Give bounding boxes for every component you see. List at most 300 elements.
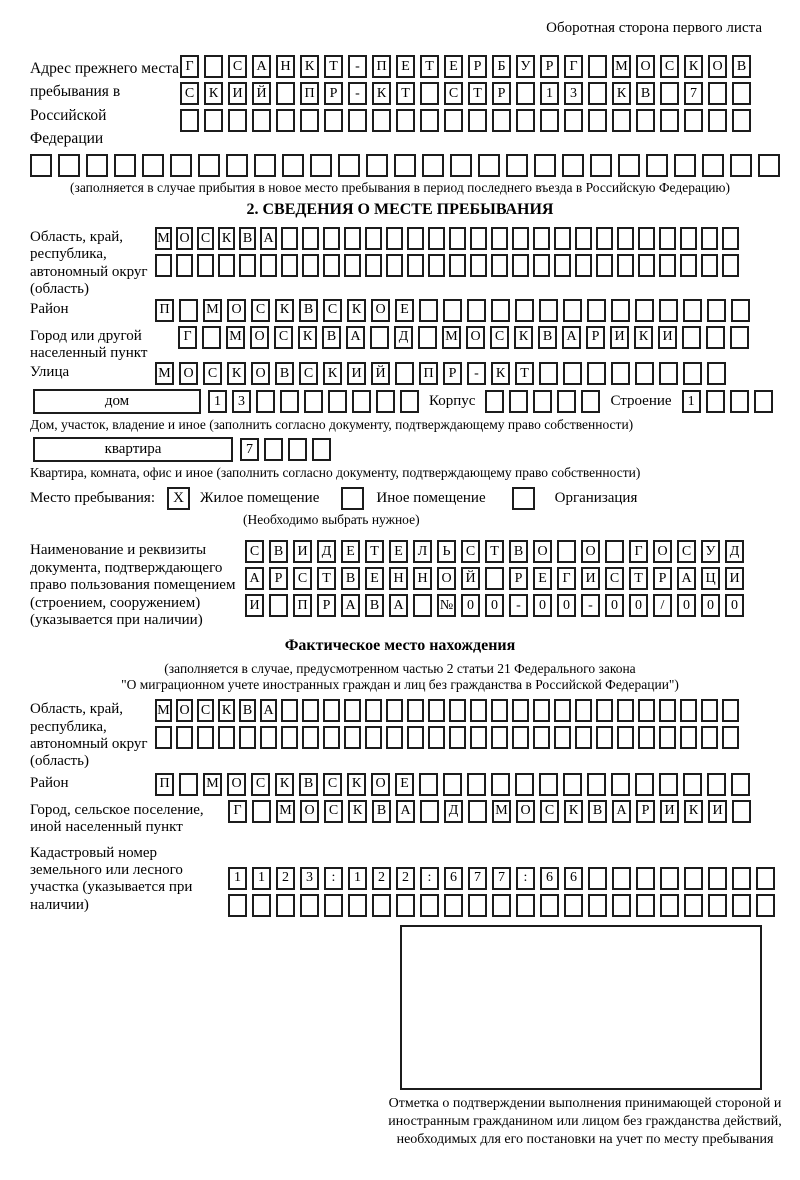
char-cell — [596, 254, 613, 277]
char-cell: В — [372, 800, 391, 823]
district-field — [30, 299, 800, 322]
char-cell — [587, 299, 606, 322]
char-cell: А — [346, 326, 365, 349]
document-row-3 — [245, 594, 744, 617]
char-cell — [372, 894, 391, 917]
char-cell — [659, 699, 676, 722]
char-cell — [86, 154, 108, 177]
char-cell — [428, 699, 445, 722]
char-cell — [396, 109, 415, 132]
char-cell — [449, 726, 466, 749]
char-cell — [638, 699, 655, 722]
char-cell: О — [466, 326, 485, 349]
char-cell — [701, 699, 718, 722]
char-cell — [179, 299, 198, 322]
char-cell: И — [660, 800, 679, 823]
char-cell: М — [276, 800, 295, 823]
char-cell — [557, 390, 576, 413]
char-cell: С — [228, 55, 247, 78]
char-cell: К — [684, 55, 703, 78]
char-cell — [659, 726, 676, 749]
char-cell — [563, 362, 582, 385]
char-cell: / — [653, 594, 672, 617]
char-cell — [554, 726, 571, 749]
korpus-cells — [485, 390, 600, 413]
char-cell — [732, 82, 751, 105]
prev-address-block — [30, 55, 800, 150]
char-cell — [269, 594, 288, 617]
char-cell: В — [239, 227, 256, 250]
cadastral-field — [30, 843, 800, 917]
char-cell — [310, 154, 332, 177]
char-cell — [702, 154, 724, 177]
char-cell — [260, 726, 277, 749]
char-cell — [407, 699, 424, 722]
char-cell — [443, 773, 462, 796]
char-cell — [701, 726, 718, 749]
char-cell — [554, 227, 571, 250]
page-side-note: Оборотная сторона первого листа — [546, 20, 762, 36]
char-cell: Р — [324, 82, 343, 105]
char-cell — [323, 227, 340, 250]
char-cell: А — [341, 594, 360, 617]
char-cell — [407, 227, 424, 250]
char-cell: 3 — [232, 390, 251, 413]
char-cell: К — [684, 800, 703, 823]
char-cell — [478, 154, 500, 177]
char-cell — [470, 699, 487, 722]
stay-option-residential-label: Жилое помещение — [200, 490, 320, 507]
char-cell — [618, 154, 640, 177]
stay-option-organization-checkbox — [512, 487, 535, 510]
char-cell — [516, 109, 535, 132]
char-cell: С — [444, 82, 463, 105]
char-cell — [468, 109, 487, 132]
char-cell — [617, 726, 634, 749]
region-row-1 — [155, 227, 739, 250]
char-cell — [540, 894, 559, 917]
char-cell: 1 — [228, 867, 247, 890]
char-cell — [276, 109, 295, 132]
char-cell — [323, 699, 340, 722]
char-cell: А — [260, 227, 277, 250]
city-label: Город или другой населенный пункт — [30, 327, 148, 361]
char-cell: Р — [540, 55, 559, 78]
char-cell — [470, 227, 487, 250]
char-cell — [533, 254, 550, 277]
cadastral-row-2 — [228, 894, 775, 917]
char-cell: С — [203, 362, 222, 385]
char-cell: О — [250, 326, 269, 349]
char-cell: С — [461, 540, 480, 563]
char-cell — [722, 699, 739, 722]
char-cell — [281, 699, 298, 722]
char-cell: К — [372, 82, 391, 105]
char-cell — [228, 894, 247, 917]
fact-region-label: Область, край, республика, автономный округ (область) — [30, 701, 148, 770]
char-cell: И — [245, 594, 264, 617]
char-cell — [646, 154, 668, 177]
char-cell — [420, 82, 439, 105]
char-cell — [706, 390, 725, 413]
char-cell — [732, 894, 751, 917]
char-cell — [636, 894, 655, 917]
char-cell — [419, 299, 438, 322]
char-cell: М — [155, 362, 174, 385]
char-cell — [394, 154, 416, 177]
char-cell: Й — [252, 82, 271, 105]
char-cell: В — [239, 699, 256, 722]
char-cell: С — [660, 55, 679, 78]
prev-address-row-4 — [30, 154, 800, 177]
char-cell: 3 — [300, 867, 319, 890]
char-cell: 6 — [564, 867, 583, 890]
char-cell: К — [275, 773, 294, 796]
char-cell — [197, 254, 214, 277]
char-cell — [179, 773, 198, 796]
char-cell: - — [348, 55, 367, 78]
char-cell — [324, 894, 343, 917]
char-cell — [708, 109, 727, 132]
char-cell: Й — [371, 362, 390, 385]
char-cell: О — [251, 362, 270, 385]
char-cell — [491, 699, 508, 722]
char-cell — [564, 894, 583, 917]
char-cell: М — [442, 326, 461, 349]
char-cell — [338, 154, 360, 177]
char-cell — [449, 227, 466, 250]
char-cell — [512, 227, 529, 250]
char-cell — [180, 109, 199, 132]
char-cell: Г — [629, 540, 648, 563]
char-cell — [758, 154, 780, 177]
char-cell — [302, 726, 319, 749]
char-cell: С — [293, 567, 312, 590]
char-cell — [407, 726, 424, 749]
stay-option-organization-label: Организация — [554, 490, 638, 507]
char-cell: О — [227, 299, 246, 322]
char-cell — [276, 82, 295, 105]
char-cell — [302, 227, 319, 250]
actual-location-title: Фактическое место нахождения — [284, 637, 516, 655]
char-cell — [756, 867, 775, 890]
prev-address-caption: (заполняется в случае прибытия в новое место пребывания в период последнего въезда в Российскую Федерацию) — [69, 180, 731, 195]
street-row — [155, 362, 726, 385]
char-cell — [680, 699, 697, 722]
char-cell — [226, 154, 248, 177]
char-cell: К — [564, 800, 583, 823]
char-cell: П — [419, 362, 438, 385]
prev-address-row-2 — [180, 82, 751, 105]
char-cell — [722, 254, 739, 277]
char-cell: 0 — [557, 594, 576, 617]
char-cell — [443, 299, 462, 322]
char-cell — [366, 154, 388, 177]
char-cell — [281, 227, 298, 250]
char-cell — [564, 109, 583, 132]
char-cell — [722, 227, 739, 250]
char-cell — [228, 109, 247, 132]
char-cell — [512, 726, 529, 749]
char-cell: В — [732, 55, 751, 78]
char-cell — [659, 773, 678, 796]
char-cell — [512, 699, 529, 722]
char-cell — [534, 154, 556, 177]
char-cell — [516, 894, 535, 917]
char-cell: О — [653, 540, 672, 563]
char-cell: В — [588, 800, 607, 823]
char-cell — [376, 390, 395, 413]
char-cell — [485, 567, 504, 590]
cadastral-label: Кадастровый номер земельного или лесного участка (указывается при наличии) — [30, 844, 193, 913]
char-cell: С — [323, 299, 342, 322]
char-cell — [260, 254, 277, 277]
char-cell: К — [347, 299, 366, 322]
char-cell — [256, 390, 275, 413]
char-cell — [218, 726, 235, 749]
char-cell: А — [677, 567, 696, 590]
char-cell: С — [540, 800, 559, 823]
char-cell: О — [179, 362, 198, 385]
char-cell — [659, 362, 678, 385]
char-cell: С — [490, 326, 509, 349]
char-cell: В — [322, 326, 341, 349]
char-cell: Д — [444, 800, 463, 823]
char-cell: И — [725, 567, 744, 590]
cadastral-row-1 — [228, 867, 775, 890]
char-cell — [708, 894, 727, 917]
actual-location-caption-1: (заполняется в случае, предусмотренном частью 2 статьи 21 Федерального закона — [164, 661, 636, 677]
char-cell — [365, 726, 382, 749]
char-cell — [636, 109, 655, 132]
char-cell — [420, 800, 439, 823]
char-cell — [323, 254, 340, 277]
char-cell: В — [636, 82, 655, 105]
char-cell: 7 — [240, 438, 259, 461]
char-cell: 0 — [677, 594, 696, 617]
char-cell: Е — [395, 773, 414, 796]
char-cell: Е — [533, 567, 552, 590]
char-cell: П — [155, 773, 174, 796]
char-cell — [323, 726, 340, 749]
char-cell: И — [347, 362, 366, 385]
char-cell — [638, 726, 655, 749]
char-cell: Р — [492, 82, 511, 105]
document-row-1 — [245, 540, 744, 563]
char-cell — [365, 699, 382, 722]
char-cell — [300, 894, 319, 917]
char-cell — [731, 299, 750, 322]
char-cell — [730, 390, 749, 413]
char-cell — [730, 154, 752, 177]
char-cell: У — [701, 540, 720, 563]
char-cell — [557, 540, 576, 563]
char-cell: 7 — [492, 867, 511, 890]
char-cell — [708, 867, 727, 890]
stroenie-label: Строение — [610, 393, 672, 410]
char-cell — [533, 699, 550, 722]
char-cell — [587, 773, 606, 796]
char-cell: К — [634, 326, 653, 349]
house-row — [33, 389, 800, 414]
prev-address-label: Адрес прежнего места пребывания в Российской Федерации — [30, 60, 180, 147]
char-cell — [252, 800, 271, 823]
char-cell: : — [516, 867, 535, 890]
char-cell: 1 — [252, 867, 271, 890]
char-cell — [422, 154, 444, 177]
char-cell: А — [612, 800, 631, 823]
char-cell — [280, 390, 299, 413]
char-cell — [370, 326, 389, 349]
char-cell: П — [300, 82, 319, 105]
char-cell: О — [300, 800, 319, 823]
char-cell — [114, 154, 136, 177]
char-cell: И — [581, 567, 600, 590]
char-cell — [638, 254, 655, 277]
char-cell: О — [581, 540, 600, 563]
char-cell: Д — [317, 540, 336, 563]
char-cell — [706, 326, 725, 349]
char-cell: А — [389, 594, 408, 617]
char-cell: Н — [276, 55, 295, 78]
char-cell: С — [274, 326, 293, 349]
char-cell: У — [516, 55, 535, 78]
char-cell: А — [260, 699, 277, 722]
char-cell — [324, 109, 343, 132]
char-cell — [588, 109, 607, 132]
char-cell: Т — [317, 567, 336, 590]
char-cell: Д — [394, 326, 413, 349]
char-cell — [617, 699, 634, 722]
char-cell: - — [467, 362, 486, 385]
actual-location-caption-2: "О миграционном учете иностранных граждан и лиц без гражданства в Российской Федерации") — [121, 677, 679, 693]
char-cell: Р — [653, 567, 672, 590]
korpus-label: Корпус — [429, 393, 476, 410]
prev-address-row-3 — [180, 109, 751, 132]
char-cell — [554, 254, 571, 277]
char-cell — [395, 362, 414, 385]
char-cell — [252, 894, 271, 917]
char-cell: М — [155, 699, 172, 722]
char-cell: К — [218, 699, 235, 722]
char-cell — [239, 254, 256, 277]
stay-type-label: Место пребывания: — [30, 490, 155, 507]
char-cell — [300, 109, 319, 132]
char-cell: А — [562, 326, 581, 349]
char-cell — [680, 227, 697, 250]
char-cell: В — [538, 326, 557, 349]
char-cell — [617, 227, 634, 250]
char-cell — [539, 299, 558, 322]
char-cell: С — [197, 699, 214, 722]
house-box-label: дом — [33, 389, 201, 414]
char-cell — [509, 390, 528, 413]
char-cell — [682, 326, 701, 349]
char-cell: И — [658, 326, 677, 349]
char-cell — [612, 109, 631, 132]
char-cell — [683, 773, 702, 796]
char-cell — [660, 894, 679, 917]
fact-region-row-1 — [155, 699, 739, 722]
char-cell — [420, 109, 439, 132]
char-cell — [344, 726, 361, 749]
char-cell: В — [341, 567, 360, 590]
char-cell — [467, 299, 486, 322]
char-cell: Г — [178, 326, 197, 349]
char-cell — [365, 254, 382, 277]
char-cell: Е — [444, 55, 463, 78]
char-cell: № — [437, 594, 456, 617]
char-cell: П — [293, 594, 312, 617]
char-cell: И — [293, 540, 312, 563]
char-cell — [30, 154, 52, 177]
char-cell — [581, 390, 600, 413]
char-cell: К — [227, 362, 246, 385]
char-cell: Р — [586, 326, 605, 349]
fact-district-field — [30, 773, 800, 796]
stay-type-row — [30, 487, 800, 510]
apartment-cells — [240, 438, 331, 461]
char-cell — [575, 726, 592, 749]
fact-district-row — [155, 773, 750, 796]
char-cell: Т — [515, 362, 534, 385]
char-cell — [563, 773, 582, 796]
char-cell: К — [323, 362, 342, 385]
char-cell: С — [180, 82, 199, 105]
char-cell: 0 — [485, 594, 504, 617]
char-cell: Г — [557, 567, 576, 590]
char-cell: Ь — [437, 540, 456, 563]
char-cell — [660, 82, 679, 105]
char-cell — [596, 227, 613, 250]
char-cell — [635, 773, 654, 796]
char-cell: П — [155, 299, 174, 322]
char-cell: Е — [396, 55, 415, 78]
char-cell — [400, 390, 419, 413]
char-cell: 0 — [725, 594, 744, 617]
char-cell: - — [509, 594, 528, 617]
char-cell: 0 — [533, 594, 552, 617]
stay-type-note: (Необходимо выбрать нужное) — [243, 512, 420, 528]
region-row-2 — [155, 254, 739, 277]
char-cell — [588, 867, 607, 890]
char-cell — [533, 227, 550, 250]
char-cell — [731, 773, 750, 796]
char-cell: К — [491, 362, 510, 385]
char-cell: И — [228, 82, 247, 105]
char-cell: Т — [629, 567, 648, 590]
char-cell: 7 — [468, 867, 487, 890]
char-cell — [683, 299, 702, 322]
char-cell: С — [245, 540, 264, 563]
char-cell — [491, 299, 510, 322]
char-cell: К — [218, 227, 235, 250]
char-cell — [396, 894, 415, 917]
char-cell: О — [437, 567, 456, 590]
char-cell — [218, 254, 235, 277]
char-cell — [659, 227, 676, 250]
char-cell — [730, 326, 749, 349]
char-cell — [684, 109, 703, 132]
char-cell: А — [252, 55, 271, 78]
fact-city-field — [30, 800, 800, 837]
char-cell — [449, 254, 466, 277]
char-cell — [732, 800, 751, 823]
char-cell: Б — [492, 55, 511, 78]
char-cell: 2 — [396, 867, 415, 890]
fact-district-label: Район — [30, 774, 69, 791]
char-cell — [492, 894, 511, 917]
